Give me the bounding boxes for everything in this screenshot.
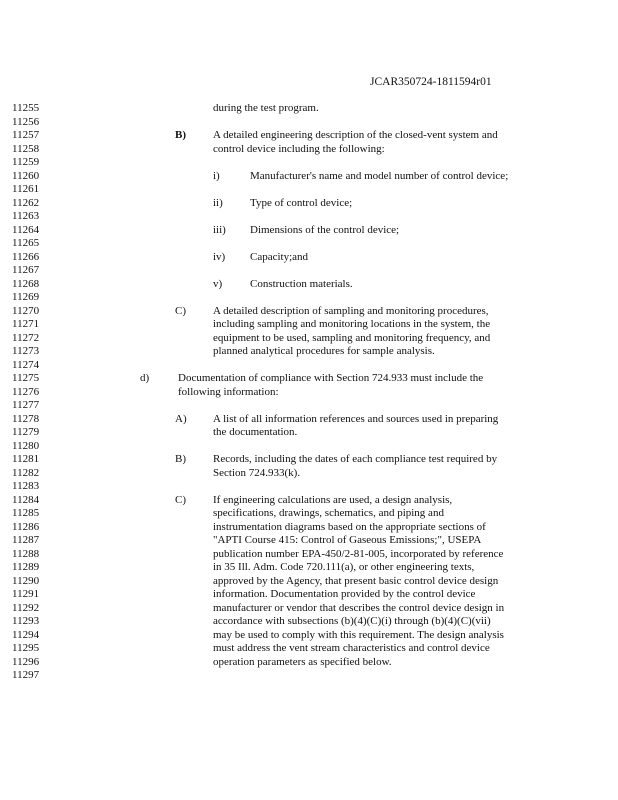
line-text: including sampling and monitoring locations in the system, the <box>213 318 491 330</box>
line-text: following information: <box>178 385 279 398</box>
document-line <box>0 629 618 643</box>
line-number: 11278 <box>12 412 40 425</box>
document-line <box>0 656 618 670</box>
line-number: 11287 <box>12 534 40 546</box>
line-text: "APTI Course 415: Control of Gaseous Emissions;", USEPA <box>213 534 482 546</box>
document-line <box>0 332 618 346</box>
line-number: 11289 <box>12 561 40 573</box>
document-line <box>0 669 618 683</box>
line-number: 11264 <box>12 223 40 236</box>
line-number: 11263 <box>12 210 40 222</box>
line-number: 11272 <box>12 331 40 344</box>
line-text: Documentation of compliance with Section 724.933 must include the <box>178 372 484 384</box>
document-line <box>0 116 618 130</box>
line-number: 11266 <box>12 250 40 263</box>
line-text: A detailed description of sampling and monitoring procedures, <box>213 304 489 317</box>
document-line <box>0 251 618 265</box>
line-number: 11285 <box>12 507 40 519</box>
line-number: 11260 <box>12 169 40 182</box>
line-number: 11290 <box>12 574 40 587</box>
document-body <box>0 102 618 683</box>
line-text: equipment to be used, sampling and monitoring frequency, and <box>213 331 491 344</box>
line-text: operation parameters as specified below. <box>213 655 392 668</box>
line-number: 11271 <box>12 318 40 330</box>
line-number: 11281 <box>12 453 40 465</box>
list-label: B) <box>175 129 186 141</box>
document-line <box>0 642 618 656</box>
document-line <box>0 129 618 143</box>
line-text: during the test program. <box>213 102 319 114</box>
document-line <box>0 170 618 184</box>
document-line <box>0 602 618 616</box>
document-line <box>0 399 618 413</box>
line-number: 11291 <box>12 588 40 600</box>
document-line <box>0 413 618 427</box>
line-number: 11265 <box>12 237 40 249</box>
line-number: 11296 <box>12 655 40 668</box>
list-label: ii) <box>213 196 223 209</box>
list-label: A) <box>175 412 187 425</box>
document-line <box>0 440 618 454</box>
document-line <box>0 588 618 602</box>
line-number: 11256 <box>12 115 40 128</box>
document-line <box>0 426 618 440</box>
document-line <box>0 615 618 629</box>
line-number: 11279 <box>12 426 40 438</box>
list-label: iii) <box>213 223 226 236</box>
line-number: 11259 <box>12 156 40 168</box>
line-text: If engineering calculations are used, a design analysis, <box>213 493 453 506</box>
line-number: 11286 <box>12 520 40 533</box>
line-text: Section 724.933(k). <box>213 466 301 479</box>
document-line <box>0 183 618 197</box>
line-number: 11294 <box>12 628 40 641</box>
line-number: 11277 <box>12 399 40 411</box>
document-line <box>0 507 618 521</box>
document-line <box>0 264 618 278</box>
list-label: d) <box>140 372 150 384</box>
document-line <box>0 521 618 535</box>
line-text: may be used to comply with this requirement. The design analysis <box>213 628 504 641</box>
line-number: 11261 <box>12 183 40 195</box>
line-number: 11268 <box>12 277 40 290</box>
document-line <box>0 291 618 305</box>
list-label: C) <box>175 493 186 506</box>
line-number: 11282 <box>12 466 40 479</box>
line-text: publication number EPA-450/2-81-005, incorporated by reference <box>213 547 504 560</box>
line-text: Capacity;and <box>250 250 309 263</box>
document-line <box>0 575 618 589</box>
line-number: 11276 <box>12 385 40 398</box>
line-text: Dimensions of the control device; <box>250 223 400 236</box>
line-text: Type of control device; <box>250 196 353 209</box>
line-number: 11288 <box>12 547 40 560</box>
document-line <box>0 386 618 400</box>
line-text: approved by the Agency, that present basic control device design <box>213 574 499 587</box>
line-number: 11283 <box>12 480 40 492</box>
line-number: 11284 <box>12 493 40 506</box>
document-line <box>0 237 618 251</box>
line-number: 11274 <box>12 358 40 371</box>
line-text: A list of all information references and sources used in preparing <box>213 412 499 425</box>
line-text: instrumentation diagrams based on the appropriate sections of <box>213 520 486 533</box>
document-line <box>0 224 618 238</box>
document-line <box>0 143 618 157</box>
line-number: 11293 <box>12 615 40 627</box>
line-number: 11258 <box>12 142 40 155</box>
list-label: B) <box>175 453 186 465</box>
list-label: C) <box>175 304 186 317</box>
document-line <box>0 210 618 224</box>
line-text: Records, including the dates of each compliance test required by <box>213 453 498 465</box>
line-number: 11270 <box>12 304 40 317</box>
document-line <box>0 467 618 481</box>
line-text: must address the vent stream characteristics and control device <box>213 642 490 654</box>
line-text: Construction materials. <box>250 277 353 290</box>
line-number: 11269 <box>12 291 40 303</box>
document-line <box>0 197 618 211</box>
document-line <box>0 548 618 562</box>
line-text: planned analytical procedures for sample analysis. <box>213 345 435 357</box>
line-number: 11273 <box>12 345 40 357</box>
document-line <box>0 494 618 508</box>
line-number: 11257 <box>12 129 40 141</box>
line-number: 11255 <box>12 102 40 114</box>
line-text: A detailed engineering description of the closed-vent system and <box>213 129 498 141</box>
document-line <box>0 561 618 575</box>
line-text: information. Documentation provided by the control device <box>213 588 476 600</box>
document-line <box>0 453 618 467</box>
document-line <box>0 534 618 548</box>
document-line <box>0 318 618 332</box>
line-number: 11295 <box>12 642 40 654</box>
document-line <box>0 305 618 319</box>
line-number: 11292 <box>12 601 40 614</box>
line-text: control device including the following: <box>213 142 385 155</box>
line-number: 11267 <box>12 264 40 276</box>
line-number: 11262 <box>12 196 40 209</box>
line-text: accordance with subsections (b)(4)(C)(i) through (b)(4)(C)(vii) <box>213 615 491 627</box>
line-text: the documentation. <box>213 426 298 438</box>
list-label: i) <box>213 169 220 182</box>
list-label: iv) <box>213 250 226 263</box>
line-text: specifications, drawings, schematics, and piping and <box>213 507 444 519</box>
document-id-header: JCAR350724-1811594r01 <box>370 76 492 88</box>
document-line <box>0 278 618 292</box>
list-label: v) <box>213 277 223 290</box>
document-line <box>0 480 618 494</box>
line-number: 11280 <box>12 439 40 452</box>
document-line <box>0 156 618 170</box>
line-text: manufacturer or vendor that describes the control device design in <box>213 601 505 614</box>
line-text: Manufacturer's name and model number of control device; <box>250 169 509 182</box>
document-line <box>0 102 618 116</box>
line-number: 11275 <box>12 372 40 384</box>
document-line <box>0 345 618 359</box>
document-line <box>0 359 618 373</box>
document-line <box>0 372 618 386</box>
line-number: 11297 <box>12 669 40 681</box>
line-text: in 35 Ill. Adm. Code 720.111(a), or other engineering texts, <box>213 561 475 573</box>
